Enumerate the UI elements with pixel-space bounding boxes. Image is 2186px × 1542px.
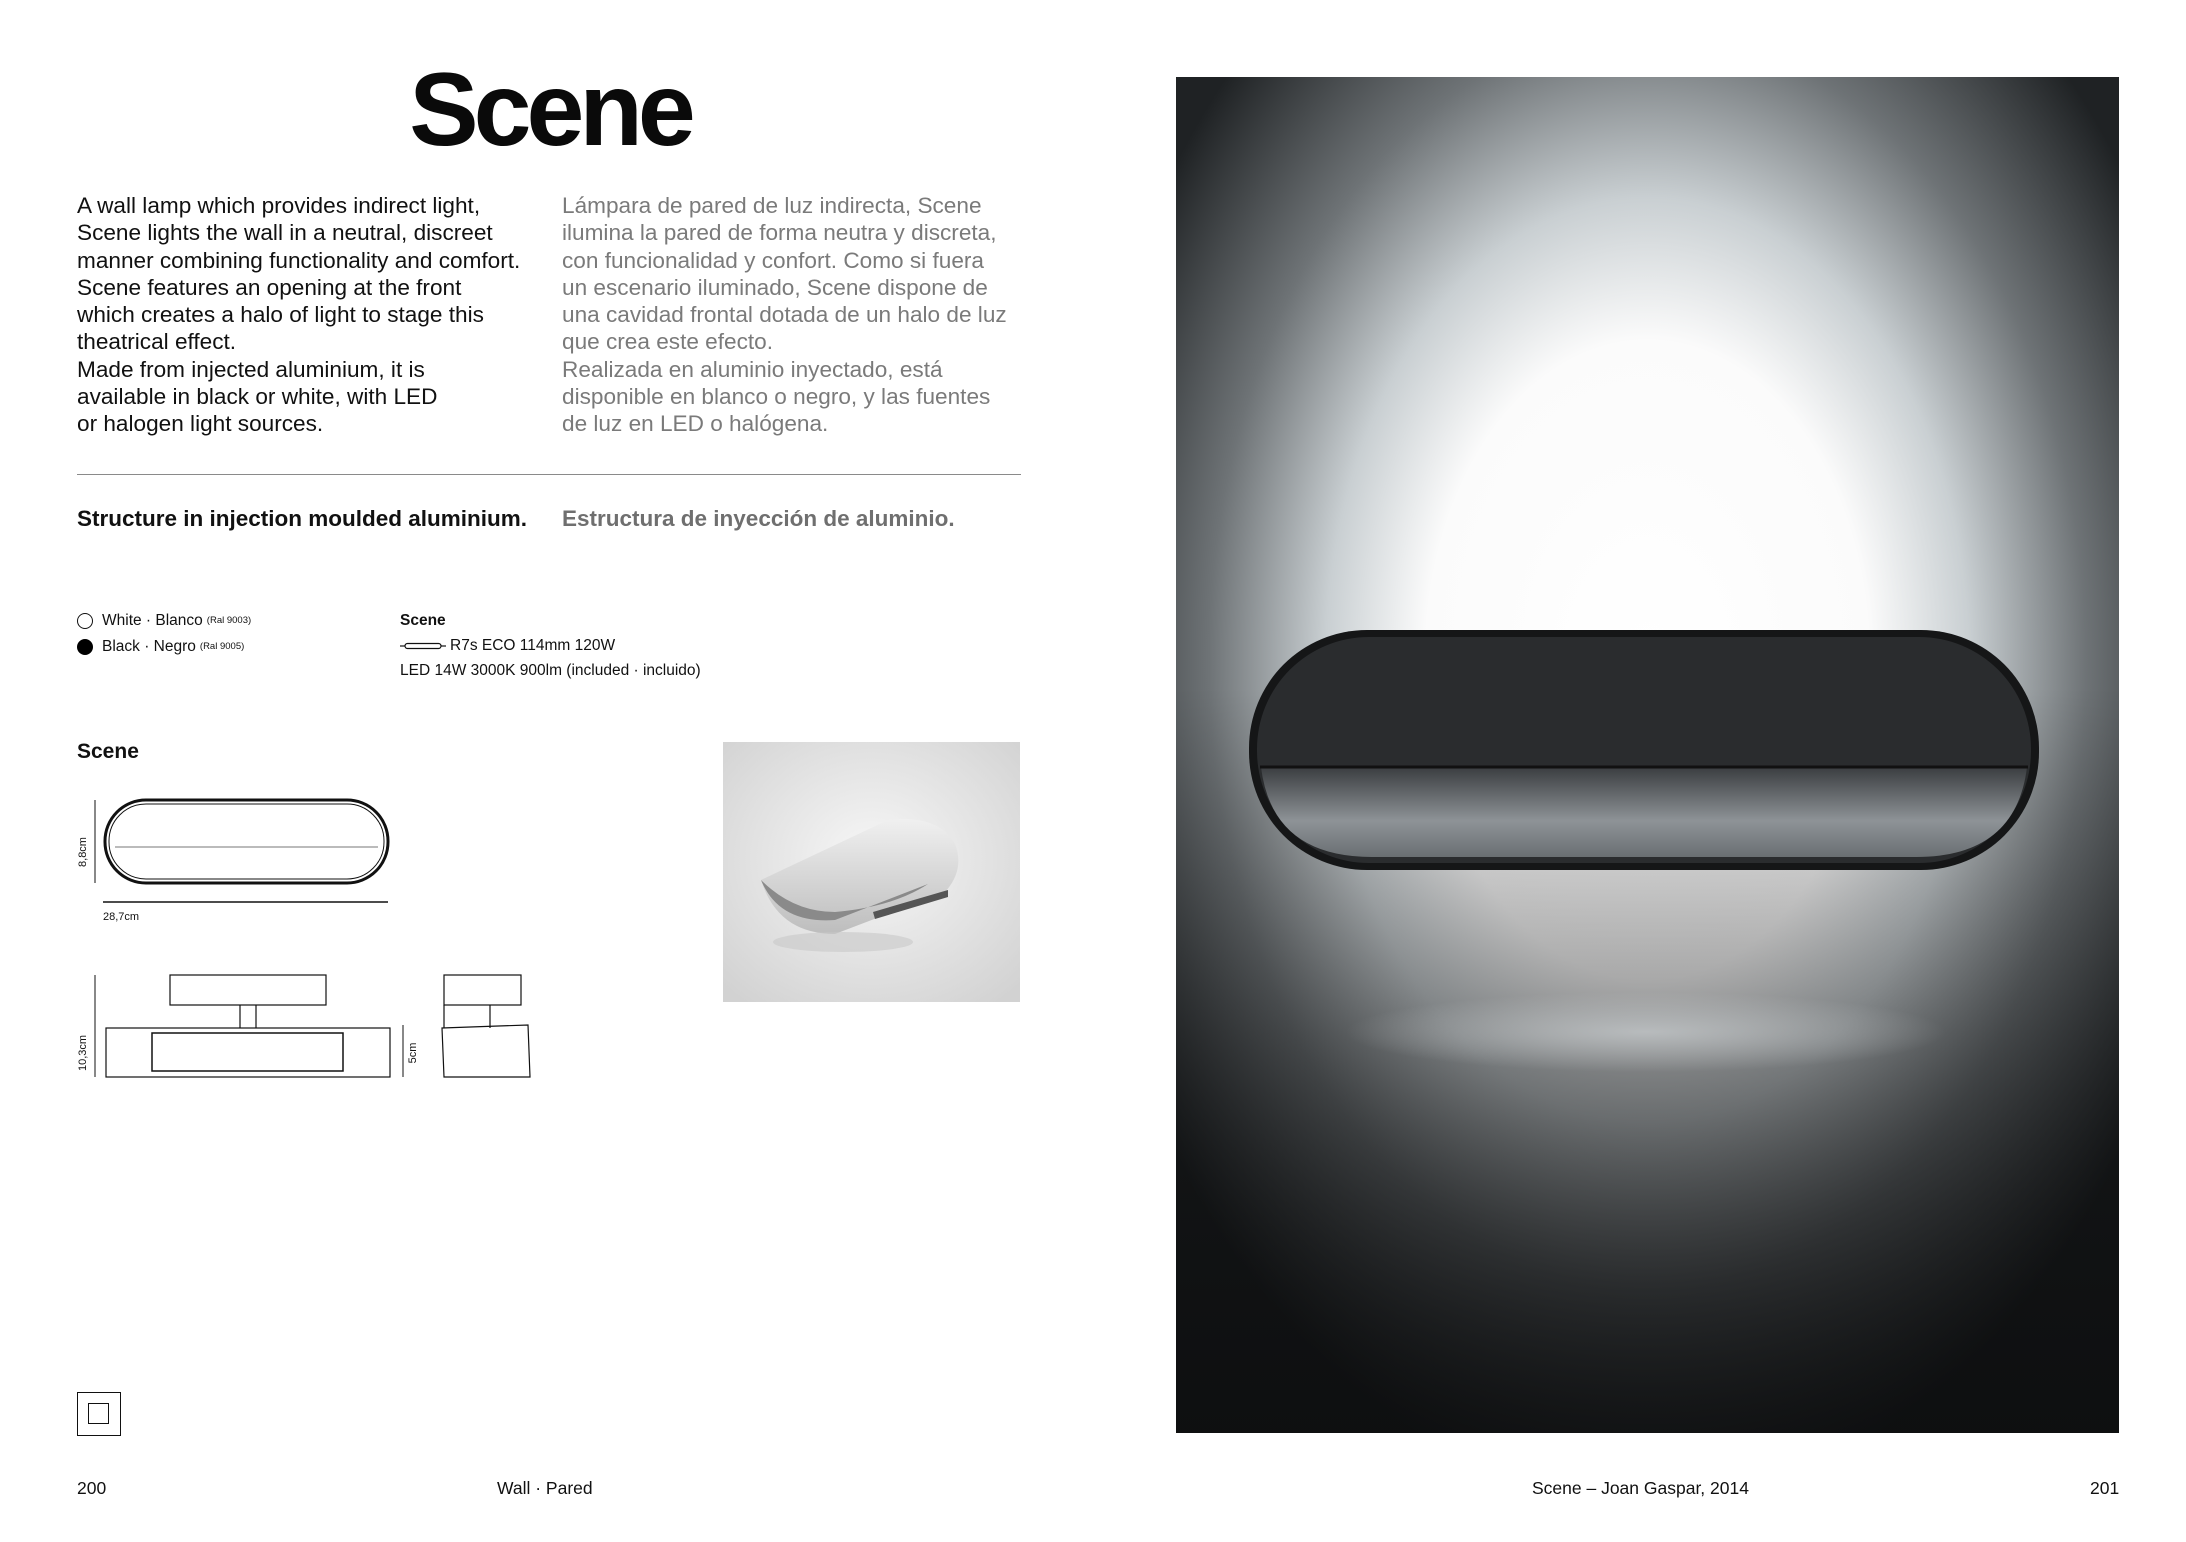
black-swatch-icon [77,639,93,655]
dim-depth: 5cm [407,1042,419,1064]
spec-line: LED 14W 3000K 900lm (included · incluido) [400,662,701,679]
color-label: White · Blanco [102,612,203,629]
description-spanish: Lámpara de pared de luz indirecta, Scene ilumina la pared de forma neutra y discreta, con funcionalidad y confort. Como si fuera un escenario iluminado, Scene dispone de una cavidad frontal dotada de un halo de luz que crea este efecto. Realizada en aluminio inyectado, está disponible en blanco o negro, y las fuentes de luz en LED o halógena. [562,193,1007,437]
halogen-tube-icon [400,641,446,651]
page-number-left: 200 [77,1478,107,1498]
section-label-right: Scene – Joan Gaspar, 2014 [1532,1478,1749,1498]
ral-code: (Ral 9003) [206,615,252,626]
product-thumbnail [723,742,1020,1002]
section-label-left: Wall · Pared [497,1478,593,1498]
color-options [77,608,251,660]
structure-english: Structure in injection moulded aluminium. [77,506,528,531]
front-view-drawing [77,800,388,923]
page-number-right: 201 [2090,1478,2120,1498]
wall-category-icon [77,1392,121,1436]
dim-front-width: 28,7cm [103,911,140,923]
page-title: Scene [409,52,691,168]
dim-side-height: 10,3cm [77,1034,89,1072]
description-english: A wall lamp which provides indirect light, Scene lights the wall in a neutral, discreet manner combining functionality and comfort. Scene features an opening at the front which creates a halo of light to stage this theatrical effect. Made from injected aluminium, it is available in black or white, with LED or halogen light sources. [77,193,521,437]
side-view-drawing [403,975,530,1077]
product-photo [1176,77,2119,1433]
drawing-title: Scene [77,740,139,763]
technical-drawing [70,790,550,1090]
spec-line-led [400,658,701,683]
spec-title: Scene [400,612,446,629]
top-view-drawing [77,975,390,1077]
color-option-white [77,608,251,634]
divider [77,474,1021,475]
structure-spanish: Estructura de inyección de aluminio. [562,506,955,531]
spec-line: R7s ECO 114mm 120W [450,637,616,654]
spec-line-halogen [400,633,701,658]
color-option-black [77,634,251,660]
white-swatch-icon [77,613,93,629]
color-label: Black · Negro [102,638,196,655]
light-source-spec [400,608,701,683]
dim-front-height: 8,8cm [77,837,89,867]
ral-code: (Ral 9005) [199,641,245,652]
